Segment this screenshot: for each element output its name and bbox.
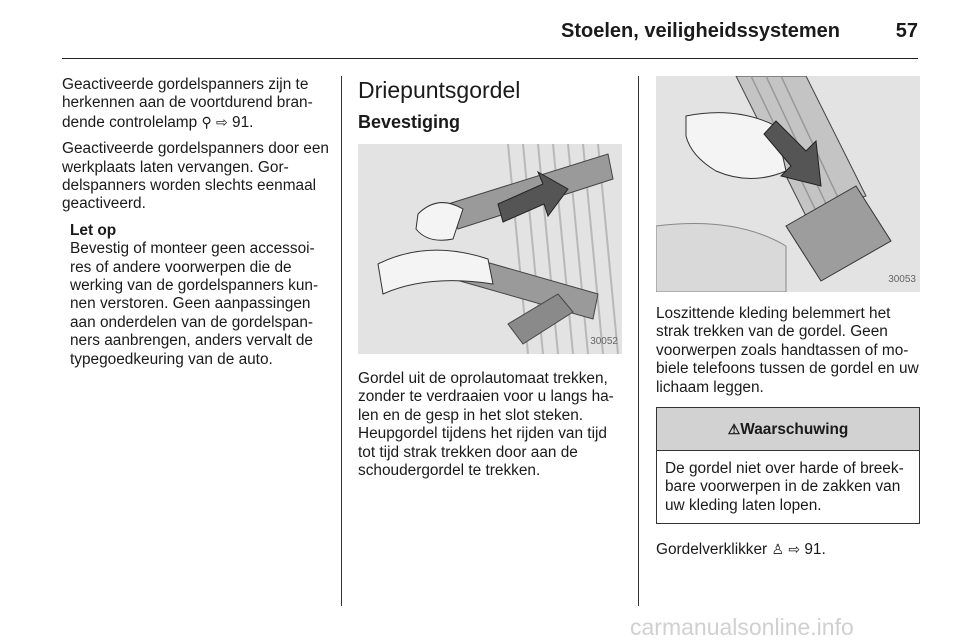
warning-title: Waarschuwing [740,421,849,439]
middle-column [358,76,622,488]
section-title: Driepuntsgordel [358,77,521,103]
note-title: Let op [70,221,117,239]
page-reference-icon: ⇨ [216,113,228,130]
belt-buckle-illustration [656,76,920,292]
paragraph: Loszittende kleding belemmert het strak trekken van de gordel. Geen voorwerpen zoals handtassen of mo-biele telefoons tussen de gordel en uw lichaam leggen. [656,305,919,396]
warning-body: De gordel niet over harde of breek-bare voorwerpen in de zakken van uw kleding laten lopen. [665,460,904,514]
paragraph-text: Gordelverklikker [656,541,772,559]
watermark: carmanualsonline.info [630,614,854,640]
belt-fastening-illustration [358,144,622,354]
page-header [62,18,918,59]
page-number: 57 [895,20,918,42]
warning-triangle-icon: ⚠ [727,421,741,438]
paragraph [62,76,330,132]
page-reference-icon: ⇨ [788,541,801,558]
column-divider [341,76,342,606]
left-column [62,76,330,369]
seatbelt-pretensioner-icon: ⚲ [201,113,212,130]
paragraph: Gordel uit de oprolautomaat trekken, zonder te verdraaien voor u langs ha-len en de gesp in het slot steken. Heupgordel tijdens het rijden van tijd tot tijd strak trekken door aan de schoudergordel te trekken. [358,370,614,480]
paragraph-text: Geactiveerde gordelspanners zijn te herkennen aan de voortdurend bran-dende controlelamp [62,76,313,131]
warning-header [657,408,919,451]
subsection-title: Bevestiging [358,112,461,132]
figure-code: 30052 [590,335,618,347]
note-box [62,222,330,369]
page-title: Stoelen, veiligheidssystemen [561,20,840,42]
note-body: Bevestig of monteer geen accessoi-res of andere voorwerpen die de werking van de gordelspanners kun-nen verstoren. Geen aanpassingen aan onderdelen van de gordelspan-ners aanbrengen, anders vervalt de typegoedkeuring van de auto. [70,240,319,368]
seatbelt-reminder-icon: ♙ [771,541,785,558]
paragraph: Geactiveerde gordelspanners door een werkplaats laten vervangen. Gor-delspanners worden slechts eenmaal geactiveerd. [62,140,329,213]
page-reference-link[interactable]: 91. [232,113,254,131]
warning-box [656,407,920,524]
right-column [656,76,920,568]
column-divider [638,76,639,606]
page-reference-link[interactable]: 91. [804,541,826,559]
paragraph [656,540,920,559]
figure-code: 30053 [888,273,916,285]
